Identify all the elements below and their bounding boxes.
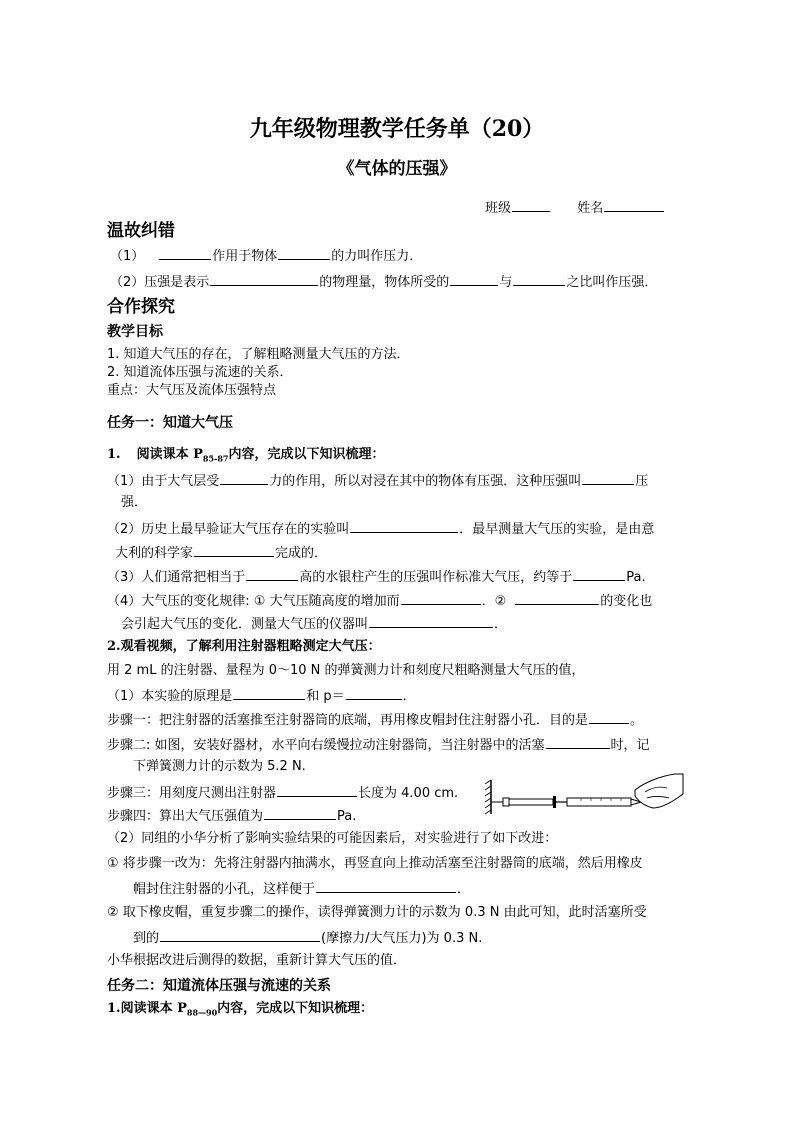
p4-text-c: 的变化也 [600, 594, 653, 609]
improvement-2: ② 取下橡皮帽，重复步骤二的操作，读得弹簧测力计的示数为 0.3 N 由此可知，此时活塞所受 [107, 905, 647, 920]
imp2-blank[interactable] [160, 928, 320, 942]
principle-b: 和 p＝ [306, 689, 345, 704]
p4-text-a: （4）大气压的变化规律: ① 大气压随高度的增加而 [107, 594, 400, 609]
task1-p2-cont [115, 543, 327, 563]
p2-text-a: （2）历史上最早验证大气压存在的实验叫 [107, 522, 350, 537]
principle-blank-2[interactable] [346, 686, 402, 700]
p4-text-d: 会引起大气压的变化．测量大气压的仪器叫 [121, 617, 369, 632]
improvement-2-cont [133, 928, 482, 948]
item1-pre: 阅读课本 P [136, 447, 203, 462]
item1-number: 1. [107, 447, 121, 462]
step-1 [107, 710, 643, 730]
q1-number: （1） [110, 249, 145, 264]
step-2-cont: 下弹簧测力计的示数为 5.2 N. [133, 759, 306, 774]
q2-text-b: 与 [499, 275, 513, 290]
goal-2: 2. 知道流体压强与流速的关系． [107, 365, 293, 380]
task1-item2: 2.观看视频，了解利用注射器粗略测定大气压： [107, 639, 381, 654]
p4-text-e: ． [494, 617, 508, 632]
p4-text-b: ．② [481, 594, 507, 609]
improvement-1-cont [133, 879, 470, 899]
step2-a: 步骤二: 如图，安装好器材，水平向右缓慢拉动注射器筒，当注射器中的活塞 [107, 738, 545, 753]
task2-item1-post: 内容，完成以下知识梳理： [217, 1001, 374, 1016]
item1-post: 内容，完成以下知识梳理： [228, 447, 385, 462]
p4-blank-1[interactable] [401, 591, 481, 605]
name-blank[interactable] [604, 198, 664, 212]
q1-text-b: 的力叫作压力． [331, 249, 423, 264]
explore-heading: 合作探究 [107, 297, 175, 317]
p1-blank-1[interactable] [220, 471, 268, 485]
class-blank[interactable] [512, 198, 550, 212]
page-subtitle: 《气体的压强》 [337, 159, 457, 179]
improvement-1: ① 将步骤一改为：先将注射器内抽满水，再竖直向上推动活塞至注射器筒的底端，然后用橡皮 [107, 856, 643, 871]
step1-blank[interactable] [589, 710, 629, 724]
p1-blank-2[interactable] [582, 471, 634, 485]
student-info [485, 198, 665, 218]
q2-text-c: 之比叫作压强． [566, 275, 658, 290]
review-q2 [110, 272, 657, 292]
p1-text-b: 力的作用，所以对浸在其中的物体有压强．这种压强叫 [269, 474, 582, 489]
step3-b: 长度为 4.00 cm. [358, 786, 459, 801]
goal-1: 1. 知道大气压的存在，了解粗略测量大气压的方法． [107, 347, 410, 362]
p3-text-c: Pa. [626, 570, 646, 585]
p2-text-d: 完成的． [275, 546, 328, 561]
q2-blank-3[interactable] [513, 272, 565, 286]
task1-p4 [107, 591, 652, 611]
experiment-intro: 用 2 mL 的注射器、量程为 0～10 N 的弹簧测力计和刻度尺粗略测量大气压的值， [107, 663, 585, 678]
step-4 [107, 806, 356, 826]
imp2-b: 到的 [133, 931, 160, 946]
task1-heading: 任务一：知道大气压 [107, 415, 233, 431]
item1-pages: 85-87 [202, 453, 229, 464]
principle-a: （1）本实验的原理是 [107, 689, 233, 704]
name-label: 姓名 [577, 201, 604, 216]
task1-p1-cont: 强． [121, 495, 148, 510]
p3-text-b: 高的水银柱产生的压强叫作标准大气压，约等于 [299, 570, 573, 585]
step2-b: 时，记 [610, 738, 650, 753]
task1-p4-cont [121, 614, 507, 634]
step1-b: 。 [630, 713, 644, 728]
principle [107, 686, 416, 706]
q1-blank-2[interactable] [278, 246, 330, 260]
step-2 [107, 735, 650, 755]
p2-text-c: 大利的科学家 [115, 546, 194, 561]
p3-blank-1[interactable] [246, 567, 298, 581]
step3-blank[interactable] [277, 783, 357, 797]
task2-item1-pages: 88—90 [186, 1007, 218, 1018]
conclusion: 小华根据改进后测得的数据，重新计算大气压的值． [107, 953, 407, 968]
review-q1 [110, 246, 422, 266]
task1-p3 [107, 567, 646, 587]
p2-text-b: ．最早测量大气压的实验，是由意 [459, 522, 655, 537]
p4-blank-3[interactable] [369, 614, 493, 628]
review-heading: 温故纠错 [107, 221, 175, 241]
p3-blank-2[interactable] [573, 567, 625, 581]
task2-heading: 任务二：知道流体压强与流速的关系 [107, 978, 331, 994]
step-3 [107, 783, 458, 803]
step3-a: 步骤三：用刻度尺测出注射器 [107, 786, 277, 801]
p2-blank-1[interactable] [350, 519, 458, 533]
p2-blank-2[interactable] [194, 543, 274, 557]
task1-item1 [107, 446, 385, 468]
task2-item1-pre: 1.阅读课本 P [107, 1001, 187, 1016]
step2-blank[interactable] [546, 735, 610, 749]
p1-text-a: （1）由于大气层受 [107, 474, 220, 489]
p4-blank-2[interactable] [515, 591, 599, 605]
principle-blank-1[interactable] [233, 686, 305, 700]
q1-text-a: 作用于物体 [212, 249, 278, 264]
page-title: 九年级物理教学任务单（20） [249, 116, 545, 142]
step1-a: 步骤一：把注射器的活塞推至注射器筒的底端，再用橡皮帽封住注射器小孔．目的是 [107, 713, 589, 728]
imp1-c: ． [457, 882, 471, 897]
imp1-b: 帽封住注射器的小孔，这样便于 [133, 882, 316, 897]
step4-a: 步骤四：算出大气压强值为 [107, 809, 264, 824]
p1-text-c: 压 [635, 474, 649, 489]
step4-blank[interactable] [264, 806, 336, 820]
q2-text-a: 的物理量，物体所受的 [319, 275, 450, 290]
q2-number: （2）压强是表示 [110, 275, 210, 290]
q1-blank-1[interactable] [159, 246, 211, 260]
p3-text-a: （3）人们通常把相当于 [107, 570, 246, 585]
task2-item1 [107, 1000, 373, 1022]
improvement-intro: （2）同组的小华分析了影响实验结果的可能因素后，对实验进行了如下改进： [107, 831, 558, 846]
imp2-c: (摩擦力/大气压力)为 0.3 N. [321, 931, 483, 946]
step4-b: Pa. [337, 809, 357, 824]
task1-p2 [107, 519, 654, 539]
syringe-illustration [485, 768, 685, 818]
key-point: 重点：大气压及流体压强特点 [107, 383, 277, 398]
task1-p1 [107, 471, 648, 491]
imp1-blank[interactable] [316, 879, 456, 893]
q2-blank-2[interactable] [450, 272, 498, 286]
goals-heading: 教学目标 [107, 324, 163, 340]
principle-c: ． [402, 689, 416, 704]
q2-blank-1[interactable] [210, 272, 318, 286]
class-label: 班级 [485, 201, 512, 216]
